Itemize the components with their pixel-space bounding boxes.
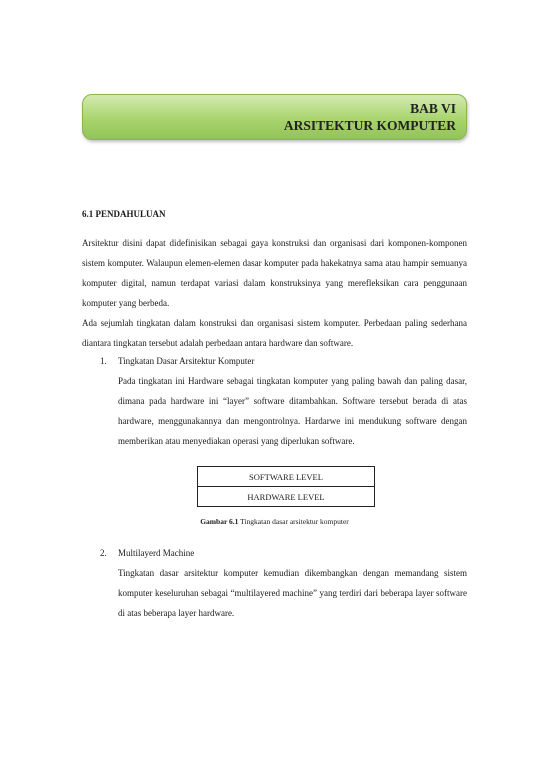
list-item-body: Pada tingkatan ini Hardware sebagai tingkatan komputer yang paling bawah dan paling dasar, dimana pada hardware ini “layer” software ditambahkan. Software tersebut berada di atas hardware, menggunakannya dan mengontrolnya. Hardarwe ini mendukung software dengan memberikan atau menyediakan operasi yang diperlukan software. — [118, 376, 467, 446]
chapter-title: ARSITEKTUR KOMPUTER — [283, 118, 456, 133]
layer-figure-table — [197, 466, 375, 507]
list-number: 1. — [100, 356, 107, 366]
hardware-level-cell: HARDWARE LEVEL — [198, 487, 375, 507]
list-item-title — [100, 351, 467, 371]
list-title-text: Multilayerd Machine — [118, 548, 195, 558]
list-item-title — [100, 543, 467, 563]
list-title-text: Tingkatan Dasar Arsitektur Komputer — [118, 356, 255, 366]
paragraph-intro: Arsitektur disini dapat didefinisikan sebagai gaya konstruksi dan organisasi dari komponen-komponen sistem komputer. Walaupun elemen-elemen dasar komputer pada hakekatnya sama atau hampir semuanya komputer digital, namun terdapat variasi dalam konstruksinya yang merefleksikan cara penggunaan komputer yang berbeda. — [82, 238, 467, 308]
chapter-number: BAB VI — [410, 101, 456, 116]
list-number: 2. — [100, 548, 107, 558]
caption-label: Gambar 6.1 — [200, 517, 239, 526]
figure-caption — [82, 517, 467, 526]
software-level-cell: SOFTWARE LEVEL — [198, 467, 375, 487]
paragraph-levels: Ada sejumlah tingkatan dalam konstruksi dan organisasi sistem komputer. Perbedaan paling sederhana diantara tingkatan tersebut adalah perbedaan antara hardware dan software. — [82, 318, 467, 348]
section-heading: 6.1 PENDAHULUAN — [82, 209, 166, 219]
caption-text: Tingkatan dasar arsitektur komputer — [238, 517, 349, 526]
list-item-body: Tingkatan dasar arsitektur komputer kemudian dikembangkan dengan memandang sistem komputer keseluruhan sebagai “multilayered machine” yang terdiri dari beberapa layer software di atas beberapa layer hardware. — [118, 568, 467, 618]
chapter-banner — [82, 94, 467, 140]
